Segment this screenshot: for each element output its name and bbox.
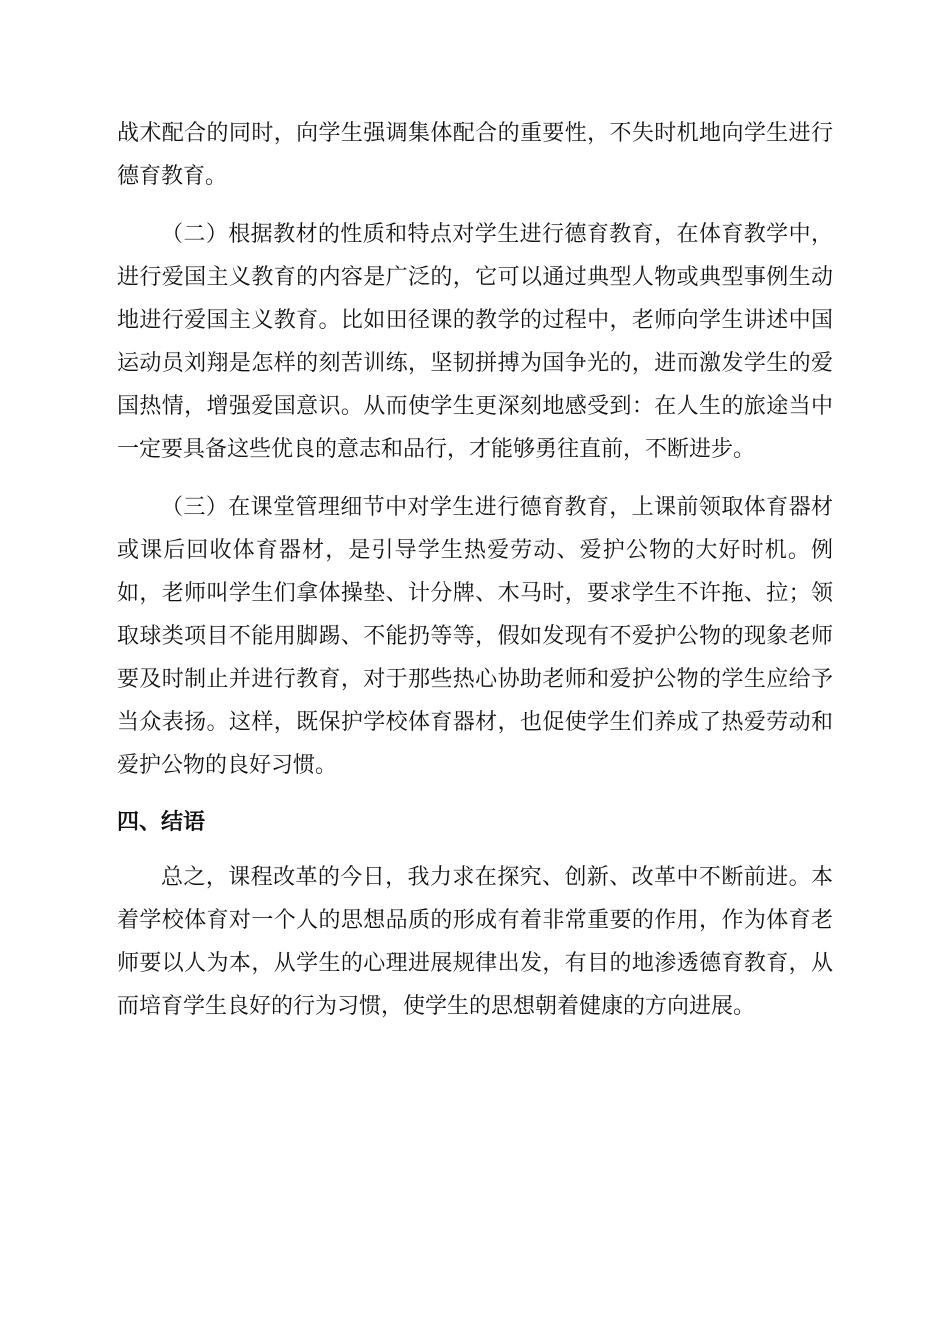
paragraph-conclusion: 总之，课程改革的今日，我力求在探究、创新、改革中不断前进。本着学校体育对一个人的思想品质的形成有着非常重要的作用，作为体育老师要以人为本，从学生的心理进展规律出发，有目的地渗透德育教育，从而培育学生良好的行为习惯，使学生的思想朝着健康的方向进展。 <box>117 865 833 1019</box>
section-heading-conclusion: 四、结语 <box>117 810 206 835</box>
paragraph-section-three: （三）在课堂管理细节中对学生进行德育教育，上课前领取体育器材或课后回收体育器材，是引导学生热爱劳动、爱护公物的大好时机。例如，老师叫学生们拿体操垫、计分牌、木马时，要求学生不许拖、拉；领取球类项目不能用脚踢、不能扔等等，假如发现有不爱护公物的现象老师要及时制止并进行教育，对于那些热心协助老师和爱护公物的学生应给予当众表扬。这样，既保护学校体育器材，也促使学生们养成了热爱劳动和爱护公物的良好习惯。 <box>117 495 833 778</box>
paragraph-section-two: （二）根据教材的性质和特点对学生进行德育教育，在体育教学中，进行爱国主义教育的内容是广泛的，它可以通过典型人物或典型事例生动地进行爱国主义教育。比如田径课的教学的过程中，老师向学生讲述中国运动员刘翔是怎样的刻苦训练，坚韧拼搏为国争光的，进而激发学生的爱国热情，增强爱国意识。从而使学生更深刻地感受到：在人生的旅途当中一定要具备这些优良的意志和品行，才能够勇往直前，不断进步。 <box>117 222 833 462</box>
paragraph-continuation: 战术配合的同时，向学生强调集体配合的重要性，不失时机地向学生进行德育教育。 <box>117 121 833 189</box>
document-body <box>117 112 833 1028</box>
